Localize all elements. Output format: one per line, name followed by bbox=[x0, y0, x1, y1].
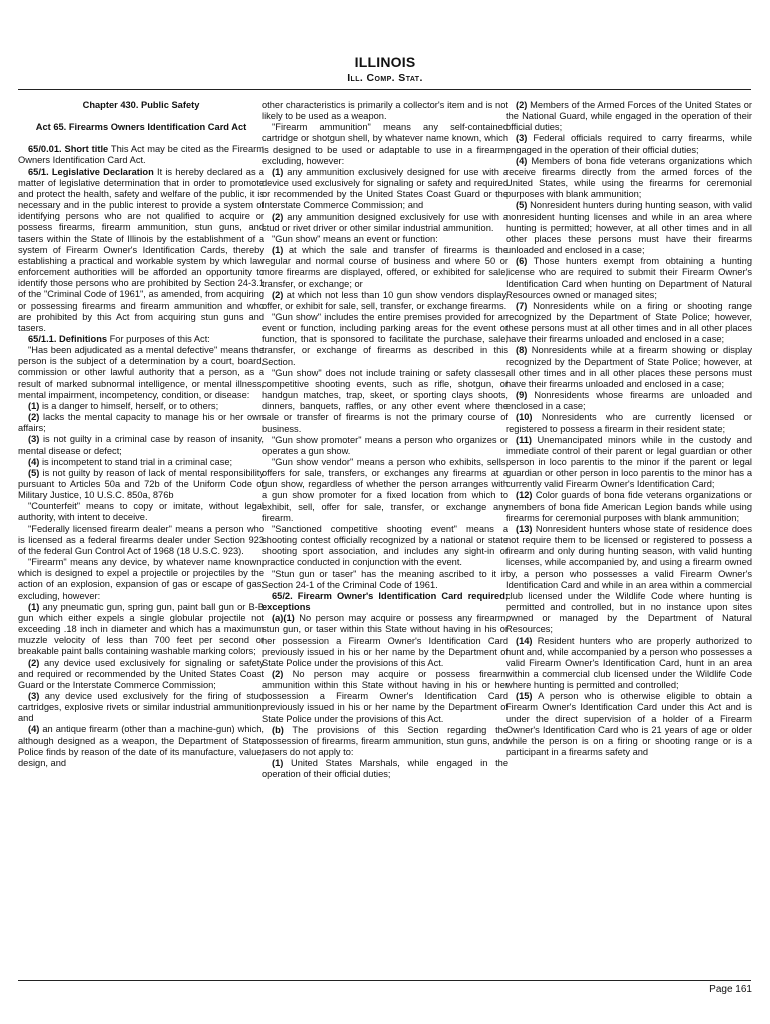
compiled-statutes-subtitle: Ill. Comp. Stat. bbox=[347, 72, 423, 84]
list-item: (5) Nonresident hunters during hunting season, with valid nonresident hunting licenses and while in an area where hunting is permitted; however, at all other times and in all other places these persons must have their firearms unloaded and enclosed in a case; bbox=[506, 200, 752, 256]
list-item: (14) Resident hunters who are properly authorized to hunt and, while accompanied by a person who possesses a valid Firearm Owner's Identification Card, hunt in an area within a commercial club licensed under the Wildlife Code where hunting is permitted and controlled; bbox=[506, 635, 752, 691]
paragraph-firearm: "Firearm" means any device, by whatever name known, which is designed to expel a projectile or projectiles by the action of an explosion, expansion of gas or escape of gas; excluding, however: bbox=[18, 557, 264, 601]
list-item: (a)(1) No person may acquire or possess any firearm, stun gun, or taser within this State without having in his or her possession a Firearm Owner's Identification Card previously issued in his or her name by the Department of State Police under the provisions of this Act. bbox=[262, 613, 508, 668]
list-item: (7) Nonresidents while on a firing or shooting range recognized by the Department of State Police; however, these persons must at all other times and in all other places have their firearms unloaded and enclosed in a case; bbox=[506, 300, 752, 345]
section-heading: 65/0.01. Short title bbox=[28, 144, 109, 155]
list-item: (2) Members of the Armed Forces of the United States or the National Guard, while engaged in the operation of their official duties; bbox=[506, 100, 752, 133]
section-card-required bbox=[262, 591, 508, 613]
list-item: (2) at which not less than 10 gun show vendors display, offer, or exhibit for sale, sell, transfer, or exchange firearms. bbox=[262, 289, 508, 311]
list-item: (1) is a danger to himself, herself, or to others; bbox=[28, 400, 219, 411]
list-item: (4) an antique firearm (other than a machine-gun) which, although designed as a weapon, the Department of State Police finds by reason of the date of its manufacture, value, design, and bbox=[18, 724, 264, 768]
column-3 bbox=[506, 100, 752, 980]
list-item: (9) Nonresidents whose firearms are unloaded and enclosed in a case; bbox=[506, 390, 752, 412]
header-rule bbox=[18, 89, 751, 90]
list-item: (2) lacks the mental capacity to manage his or her own affairs; bbox=[18, 412, 264, 434]
list-item: (3) Federal officials required to carry firearms, while engaged in the operation of their official duties; bbox=[506, 133, 752, 155]
paragraph-gun-show-includes: "Gun show" includes the entire premises provided for an event or function, including parking areas for the event or function, that is sponsored to facilitate the purchase, sale, transfer, or exchange of firearms as described in this Section. bbox=[262, 311, 508, 367]
list-item: (b) The provisions of this Section regarding the possession of firearms, firearm ammunition, stun guns, and tasers do not apply to: bbox=[262, 724, 508, 758]
list-item: (10) Nonresidents who are currently licensed or registered to possess a firearm in their resident state; bbox=[506, 412, 752, 434]
section-heading: 65/1. Legislative Declaration bbox=[28, 166, 154, 177]
paragraph-continued: other characteristics is primarily a collector's item and is not likely to be used as a weapon. bbox=[262, 100, 508, 122]
paragraph-vendor: "Gun show vendor" means a person who exhibits, sells, offers for sale, transfers, or exchanges any firearms at a gun show, regardless of whether the person arranges with a gun show promoter for a fixed location from which to exhibit, sell, offer for sale, transfer, or exchange any firearm. bbox=[262, 457, 508, 523]
list-item: (4) is incompetent to stand trial in a criminal case; bbox=[28, 456, 233, 467]
paragraph-promoter: "Gun show promoter" means a person who organizes or operates a gun show. bbox=[262, 434, 508, 456]
section-heading: 65/1.1. Definitions bbox=[28, 333, 108, 344]
list-item: (8) Nonresidents while at a firearm showing or display recognized by the Department of State Police; however, at all other times and in all other places these persons must have their firearms unloaded and enclosed in a case; bbox=[506, 345, 752, 389]
chapter-heading: Chapter 430. Public Safety bbox=[82, 100, 200, 110]
paragraph-gun-show-excludes: "Gun show" does not include training or safety classes, competitive shooting events, such as rifle, shotgun, or handgun matches, trap, skeet, or sporting clays shoots, dinners, banquets, raffles, or any other event where the sale or transfer of firearms is not the primary course of business. bbox=[262, 367, 508, 434]
column-1 bbox=[18, 100, 264, 980]
list-item: (12) Color guards of bona fide veterans organizations or members of bona fide American Legion bands while using firearms for ceremonial purposes with blank ammunition; bbox=[506, 490, 752, 523]
paragraph-stun-gun: "Stun gun or taser" has the meaning ascribed to it in Section 24-1 of the Criminal Code of 1961. bbox=[262, 568, 508, 590]
list-item: (13) Nonresident hunters whose state of residence does not require them to be licensed or registered to possess a firearm and only during hunting season, with valid hunting licenses, while accompanied by, and using a firearm owned by, a person who possesses a valid Firearm Owner's Identification Card and while in an area within a commercial club licensed under the Wildlife Code where hunting is permitted and controlled, but in no instance upon sites owned or managed by the Department of Natural Resources; bbox=[506, 523, 752, 635]
list-item: (3) any device used exclusively for the firing of stud cartridges, explosive rivets or similar industrial ammunition; and bbox=[18, 690, 264, 724]
page-number: Page 161 bbox=[709, 984, 752, 995]
list-item: (5) is not guilty by reason of lack of mental responsibility pursuant to Articles 50a and 72b of the Uniform Code of Military Justice, 10 U.S.C. 850a, 876b bbox=[18, 467, 264, 501]
footer-rule bbox=[18, 980, 751, 981]
paragraph-gun-show: "Gun show" means an event or function: bbox=[272, 233, 438, 244]
list-item: (1) any pneumatic gun, spring gun, paint ball gun or B-B gun which either expels a single globular projectile not exceeding .18 inch in diameter and which has a maximum muzzle velocity of less than 700 feet per second or breakable paint balls containing washable marking colors; bbox=[18, 601, 264, 657]
list-item: (6) Those hunters exempt from obtaining a hunting license who are required to submit their Firearm Owner's Identification Card when hunting on Department of Natural Resources owned or managed sites; bbox=[506, 256, 752, 300]
list-item: (2) any ammunition designed exclusively for use with a stud or rivet driver or other similar industrial ammunition. bbox=[262, 211, 508, 233]
column-2 bbox=[262, 100, 508, 980]
state-title: ILLINOIS bbox=[354, 54, 416, 70]
list-item: (4) Members of bona fide veterans organizations which receive firearms directly from the armed forces of the United States, while using the firearms for ceremonial purposes with blank ammunition; bbox=[506, 155, 752, 200]
list-item: (1) United States Marshals, while engaged in the operation of their official duties; bbox=[262, 758, 508, 780]
list-item: (2) any device used exclusively for signaling or safety and required or recommended by the United States Coast Guard or the Interstate Commerce Commission; bbox=[18, 657, 264, 690]
list-item: (15) A person who is otherwise eligible to obtain a Firearm Owner's Identification Card under this Act and is under the direct supervision of a holder of a Firearm Owner's Identification Card who is 21 years of age or older while the person is on a firing or shooting range or is a participant in a firearms safety and bbox=[506, 691, 752, 758]
list-item: (11) Unemancipated minors while in the custody and immediate control of their parent or legal guardian or other person in loco parentis to the minor if the parent or legal guardian or other person in loco parentis to the minor has a currently valid Firearm Owner's Identification Card; bbox=[506, 434, 752, 490]
paragraph-ammunition: "Firearm ammunition" means any self-contained cartridge or shotgun shell, by whatever name known, which is designed to be used or adaptable to use in a firearm; excluding, however: bbox=[262, 122, 508, 166]
list-item: (1) any ammunition exclusively designed for use with a device used exclusively for signaling or safety and required or recommended by the United States Coast Guard or the Interstate Commerce Commission; and bbox=[262, 166, 508, 211]
paragraph-federal-dealer: "Federally licensed firearm dealer" means a person who is licensed as a federal firearms dealer under Section 923 of the federal Gun Control Act of 1968 (18 U.S.C. 923). bbox=[18, 523, 264, 556]
list-item: (2) No person may acquire or possess firearm ammunition within this State without having in his or her possession a Firearm Owner's Identification Card previously issued in his or her name by the Department of State Police under the provisions of this Act. bbox=[262, 668, 508, 724]
paragraph-sanctioned-event: "Sanctioned competitive shooting event" means a shooting contest officially recognized by a national or state shooting sport association, and includes any sight-in or practice conducted in conjunction with the event. bbox=[262, 523, 508, 568]
section-definitions: 65/1.1. Definitions For purposes of this Act: bbox=[28, 333, 210, 344]
section-heading: 65/2. Firearm Owner's Identification Card required; exceptions bbox=[262, 590, 508, 613]
act-heading: Act 65. Firearms Owners Identification Card Act bbox=[35, 122, 247, 133]
section-legislative-declaration: 65/1. Legislative Declaration It is hereby declared as a matter of legislative determination that in order to promote and protect the health, safety and welfare of the public, it is necessary and in the public interest to provide a system of identifying persons who are not qualified to acquire or possess firearms, firearm ammunition, stun guns, and tasers within the State of Illinois by the establishment of a system of Firearm Owner's Identification Cards, thereby establishing a practical and workable system by which law enforcement authorities will be afforded an opportunity to identify those persons who are prohibited by Section 24-3.1 of the "Criminal Code of 1961", as amended, from acquiring or possessing firearms and firearm ammunition and who are prohibited by this Act from acquiring stun guns and tasers. bbox=[18, 166, 264, 333]
list-item: (1) at which the sale and transfer of firearms is the regular and normal course of business and where 50 or more firearms are displayed, offered, or exhibited for sale, transfer, or exchange; or bbox=[262, 245, 508, 289]
paragraph-counterfeit: "Counterfeit" means to copy or imitate, without legal authority, with intent to deceive. bbox=[18, 501, 264, 523]
list-item: (3) is not guilty in a criminal case by reason of insanity, mental disease or defect; bbox=[18, 434, 264, 456]
section-short-title: 65/0.01. Short title This Act may be cited as the Firearm Owners Identification Card Act. bbox=[18, 144, 264, 166]
paragraph-adjudicated: "Has been adjudicated as a mental defective" means the person is the subject of a determination by a court, board, commission or other lawful authority that a person, as a result of marked subnormal intelligence, or mental illness, mental impairment, incompetency, condition, or disease: bbox=[18, 345, 264, 400]
